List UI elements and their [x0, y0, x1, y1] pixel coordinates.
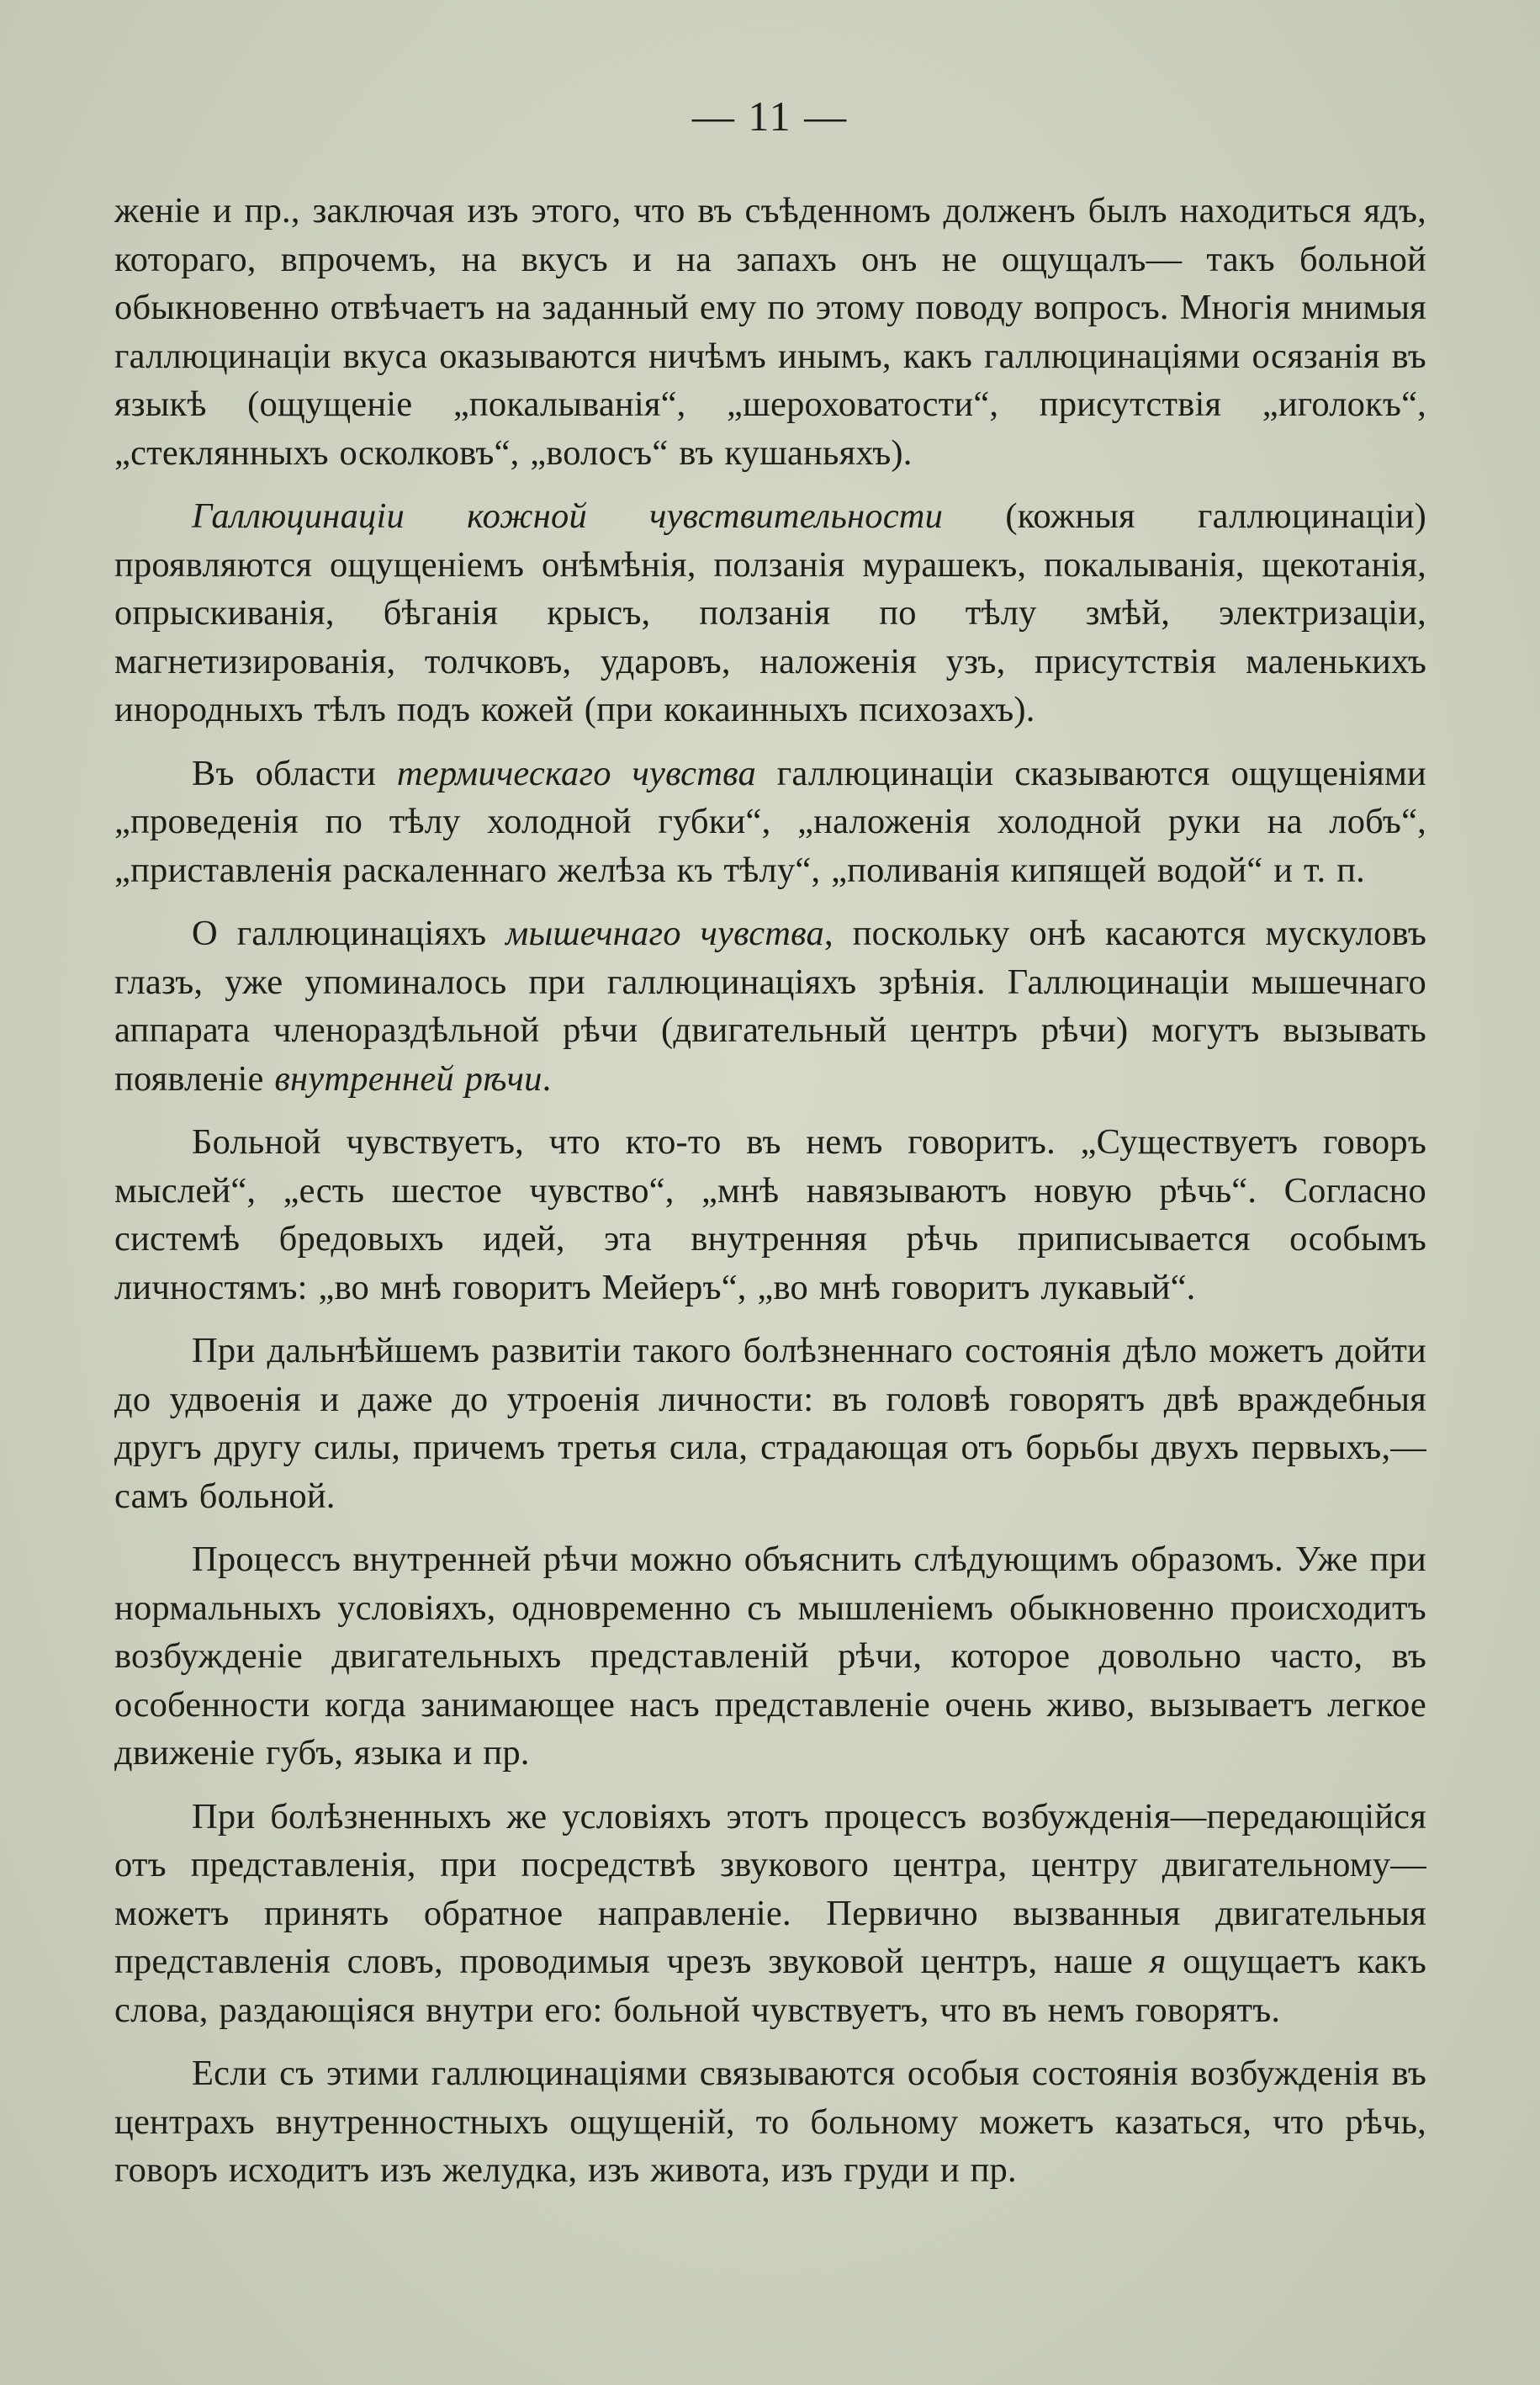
- italic-term: Галлюцинаціи кожной чувствительности: [192, 496, 944, 536]
- text-run: ощущаетъ какъ слова, раздающіяся внутри его: больной чувствуетъ, что въ немъ говорятъ.: [114, 1942, 1426, 2030]
- italic-term: термическаго чувства: [396, 753, 756, 793]
- paragraph: [114, 750, 1426, 895]
- text-run: галлюцинаціи сказываются ощущеніями „проведенія по тѣлу холодной губки“, „наложенія холодной руки на лобъ“, „приставленія раскаленнаго желѣза къ тѣлу“, „поливанія кипящей водой“ и т. п.: [114, 753, 1426, 890]
- text-run: При дальнѣйшемъ развитіи такого болѣзненнаго состоянія дѣло можетъ дойти до удвоенія и даже до утроенія личности: въ головѣ говорятъ двѣ враждебныя другъ другу силы, причемъ третья сила, страдающая отъ борьбы двухъ первыхъ,—самъ больной.: [114, 1331, 1426, 1516]
- text-run: Если съ этими галлюцинаціями связываются особыя состоянія возбужденія въ центрахъ внутренностныхъ ощущеній, то больному можетъ казаться, что рѣчь, говоръ исходитъ изъ желудка, изъ живота, изъ груди и пр.: [114, 2054, 1426, 2190]
- text-run: О галлюцинаціяхъ: [192, 914, 506, 953]
- paragraph: [114, 1118, 1426, 1312]
- text-run: При болѣзненныхъ же условіяхъ этотъ процессъ возбужденія—передающійся отъ представленія, при посредствѣ звукового центра, центру двигательному—можетъ принять обратное направленіе. Первично вызванныя двигательныя представленія словъ, проводимыя чрезъ звуковой центръ, наше: [114, 1796, 1426, 1981]
- italic-term: я: [1149, 1942, 1167, 1981]
- text-run: Больной чувствуетъ, что кто-то въ немъ говоритъ. „Существуетъ говоръ мыслей“, „есть шестое чувство“, „мнѣ навязываютъ новую рѣчь“. Согласно системѣ бредовыхъ идей, эта внутренняя рѣчь приписывается особымъ личностямъ: „во мнѣ говоритъ Мейеръ“, „во мнѣ говоритъ лукавый“.: [114, 1122, 1426, 1307]
- text-run: .: [542, 1058, 552, 1099]
- paragraph: [114, 1327, 1426, 1520]
- paragraph: [114, 909, 1426, 1103]
- paragraph: [114, 1793, 1426, 2035]
- page-number: — 11 —: [691, 93, 849, 140]
- paragraph: [114, 1535, 1426, 1778]
- text-run: (кожныя галлюцинаціи) проявляются ощущеніемъ онѣмѣнія, ползанія мурашекъ, покалыванія, щекотанія, опрыскиванія, бѣганія крысъ, ползанія по тѣлу змѣй, электризаціи, магнетизированія, толчковъ, ударовъ, наложенія узъ, присутствія маленькихъ инородныхъ тѣлъ подъ кожей (при кокаинныхъ психозахъ).: [114, 496, 1426, 729]
- text-run: Въ области: [192, 753, 397, 793]
- italic-term: внутренней рѣчи: [274, 1058, 542, 1099]
- italic-term: мышечнаго чувства: [505, 914, 824, 953]
- text-run: , поскольку онѣ касаются мускуловъ глазъ, уже упоминалось при галлюцинаціяхъ зрѣнія. Галлюцинаціи мышечнаго аппарата членораздѣльной рѣчи (двигательный центръ рѣчи) могутъ вызывать появленіе: [114, 914, 1427, 1099]
- paragraph: [114, 492, 1426, 734]
- paragraph: [114, 2049, 1426, 2195]
- body-text: [114, 187, 1426, 2210]
- text-run: женіе и пр., заключая изъ этого, что въ съѣденномъ долженъ былъ находиться ядъ, котораго, впрочемъ, на вкусъ и на запахъ онъ не ощущалъ— такъ больной обыкновенно отвѣчаетъ на заданный ему по этому поводу вопросъ. Многія мнимыя галлюцинаціи вкуса оказываются ничѣмъ инымъ, какъ галлюцинаціями осязанія въ языкѣ (ощущеніе „покалыванія“, „шероховатости“, присутствія „иголокъ“, „стеклянныхъ осколковъ“, „волосъ“ въ кушаньяхъ).: [114, 191, 1426, 473]
- paragraph: [114, 187, 1426, 477]
- text-run: Процессъ внутренней рѣчи можно объяснить слѣдующимъ образомъ. Уже при нормальныхъ условіяхъ, одновременно съ мышленіемъ обыкновенно происходитъ возбужденіе двигательныхъ представленій рѣчи, которое довольно часто, въ особенности когда занимающее насъ представленіе очень живо, вызываетъ легкое движеніе губъ, языка и пр.: [114, 1540, 1426, 1773]
